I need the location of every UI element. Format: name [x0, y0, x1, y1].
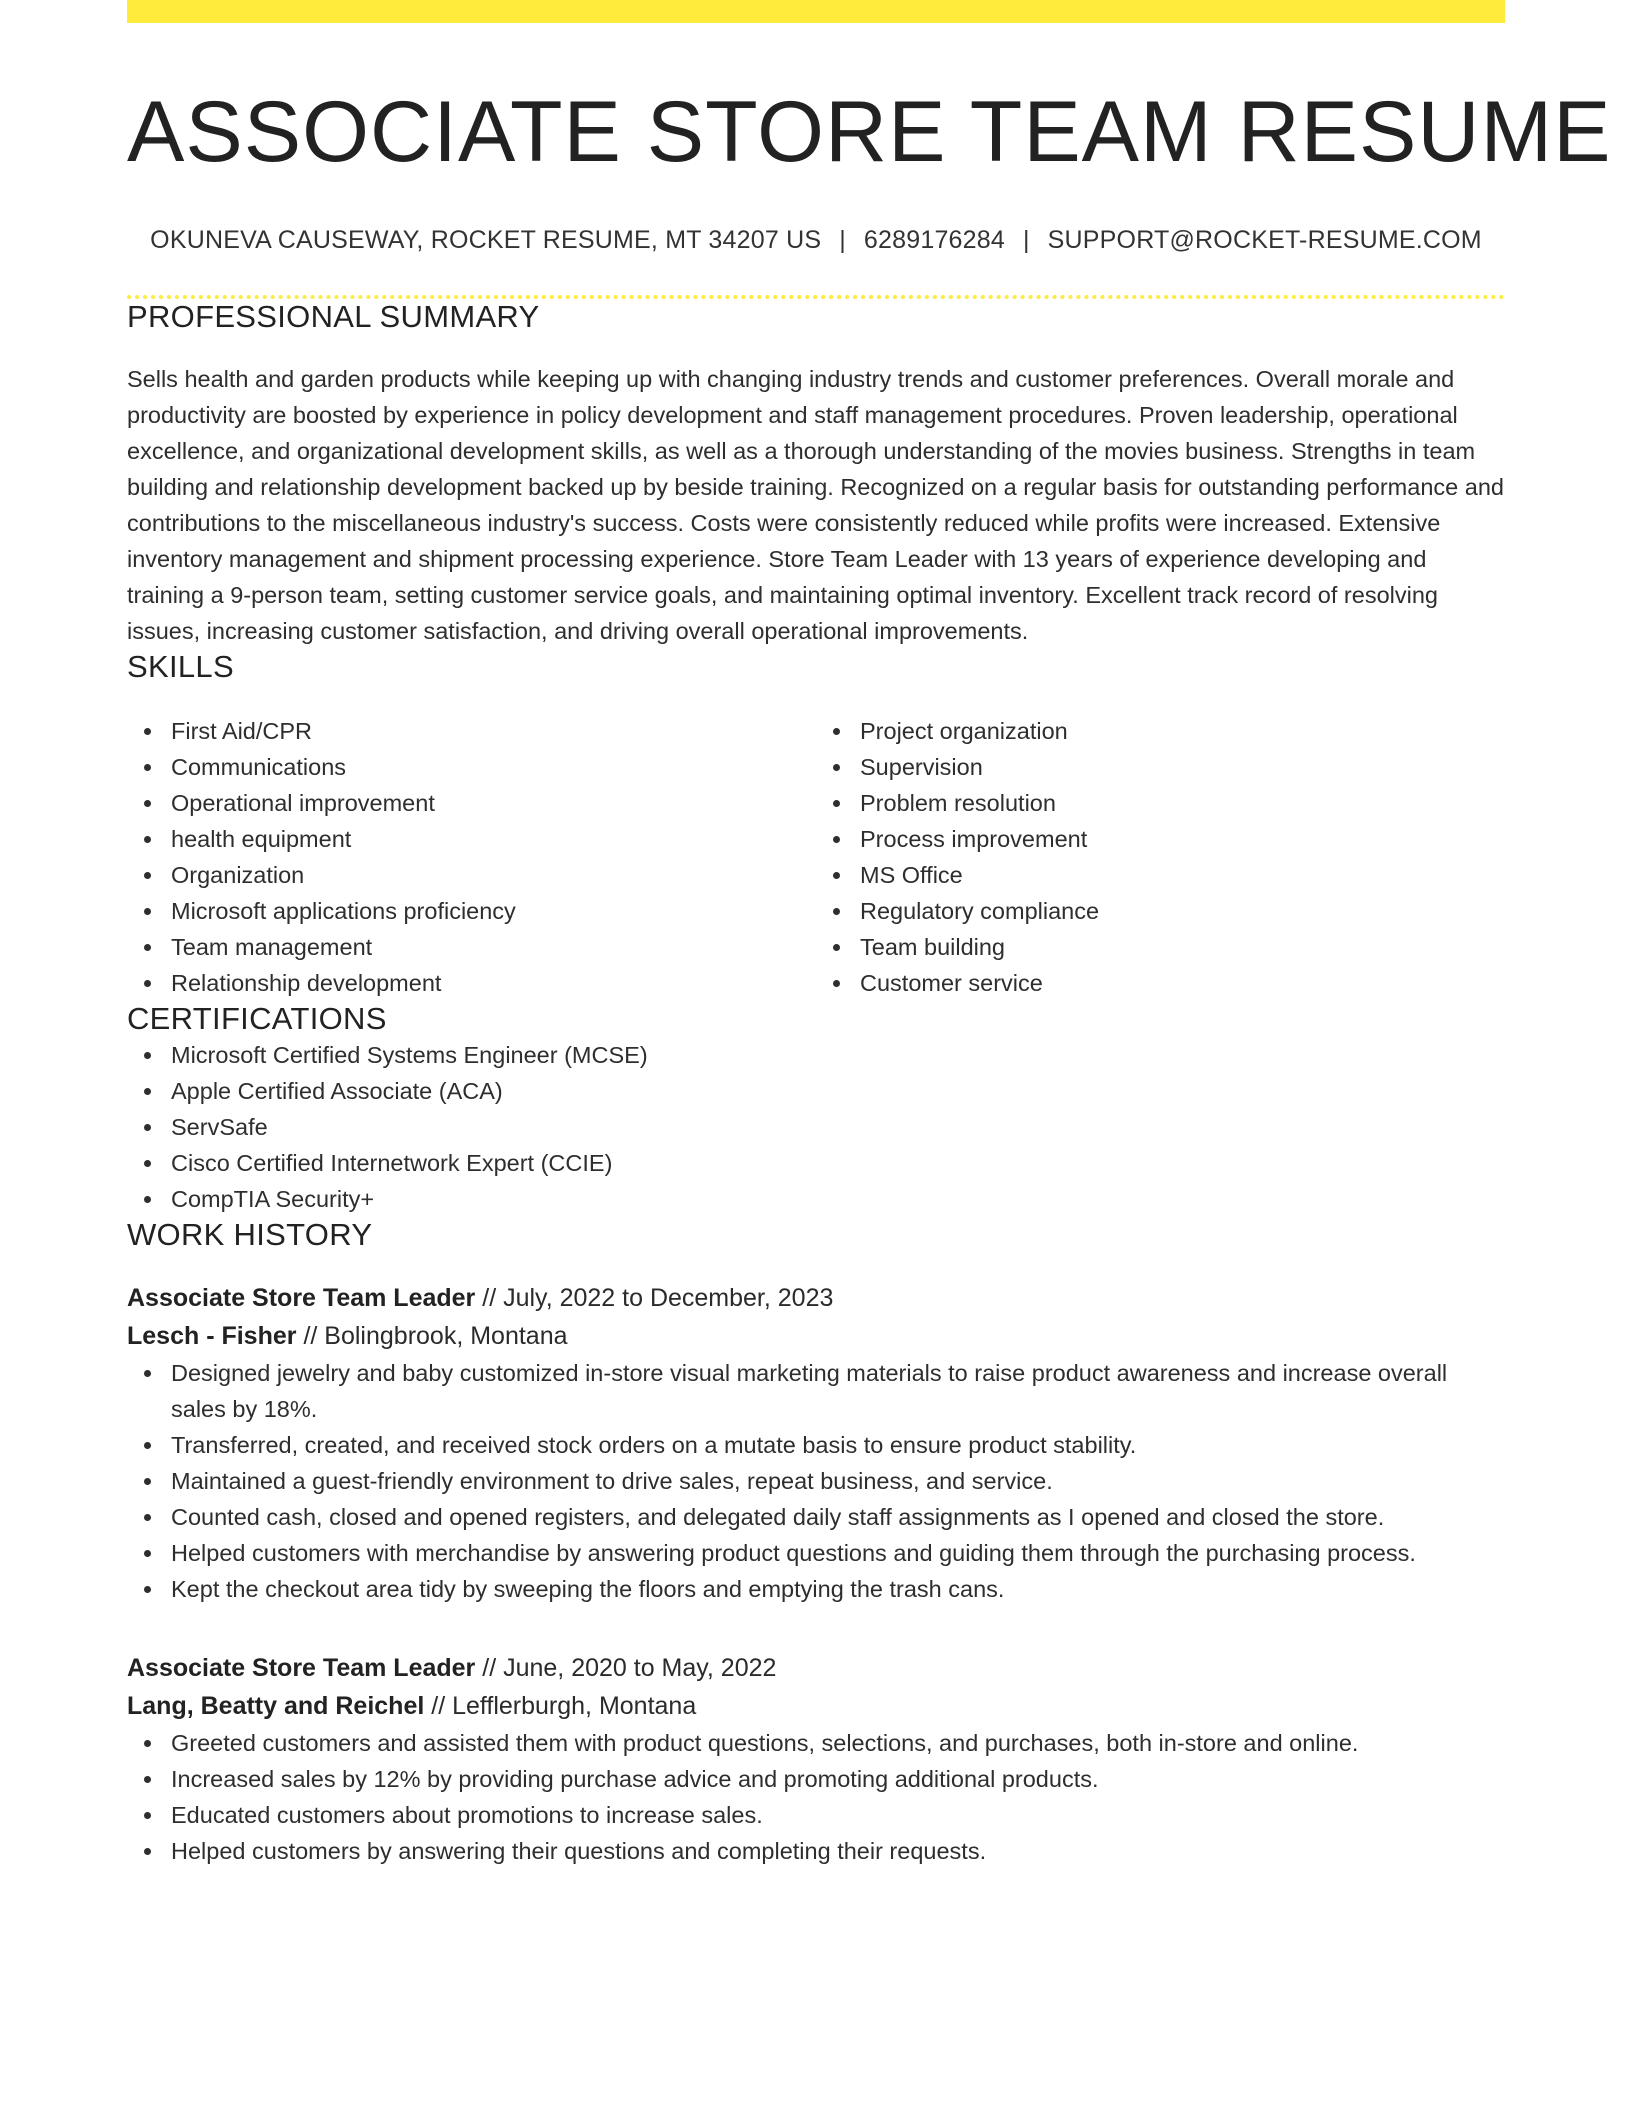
summary-text: Sells health and garden products while keeping up with changing industry trends and customer preferences. Overall morale and productivity are boosted by experience in policy development and staff management procedures. Proven leadership, operational excellence, and organizational development skills, as well as a thorough understanding of the movies business. Strengths in team building and relationship development backed up by beside training. Recognized on a regular basis for outstanding performance and contributions to the miscellaneous industry's success. Costs were consistently reduced while profits were increased. Extensive inventory management and shipment processing experience. Store Team Leader with 13 years of experience developing and training a 9-person team, setting customer service goals, and maintaining optimal inventory. Excellent track record of resolving issues, increasing customer satisfaction, and driving overall operational improvements. — [127, 366, 1504, 645]
contact-email: SUPPORT@ROCKET-RESUME.COM — [1047, 226, 1482, 255]
skill-item: Project organization — [816, 713, 1505, 749]
skill-item: Supervision — [816, 749, 1505, 785]
certification-item: CompTIA Security+ — [127, 1181, 1505, 1217]
job-bullet: Maintained a guest-friendly environment to drive sales, repeat business, and service. — [127, 1463, 1505, 1499]
skill-item: Communications — [127, 749, 816, 785]
job-entry — [127, 1279, 1505, 1607]
job-location: // Lefflerburgh, Montana — [431, 1692, 697, 1721]
skill-item: Operational improvement — [127, 785, 816, 821]
contact-address: OKUNEVA CAUSEWAY, ROCKET RESUME, MT 34207 US — [150, 226, 822, 255]
job-bullet: Educated customers about promotions to increase sales. — [127, 1797, 1505, 1833]
skills-column-right — [816, 713, 1505, 1001]
skill-item: health equipment — [127, 821, 816, 857]
resume-title: ASSOCIATE STORE TEAM RESUME — [127, 84, 1612, 180]
job-bullet: Helped customers with merchandise by answering product questions and guiding them through the purchasing process. — [127, 1535, 1505, 1571]
skills-heading: SKILLS — [127, 649, 234, 685]
certifications-heading: CERTIFICATIONS — [127, 1001, 387, 1037]
skills-column-left — [127, 713, 816, 1001]
job-dates: // June, 2020 to May, 2022 — [482, 1654, 777, 1683]
job-company-line — [127, 1317, 1505, 1355]
job-company-line — [127, 1687, 1505, 1725]
skill-item: Organization — [127, 857, 816, 893]
certification-item: Apple Certified Associate (ACA) — [127, 1073, 1505, 1109]
skills-list-left — [127, 713, 816, 1001]
skill-item: Microsoft applications proficiency — [127, 893, 816, 929]
job-bullet: Helped customers by answering their questions and completing their requests. — [127, 1833, 1505, 1869]
job-bullet: Increased sales by 12% by providing purchase advice and promoting additional products. — [127, 1761, 1505, 1797]
job-bullet-list — [127, 1725, 1505, 1869]
contact-phone: 6289176284 — [863, 226, 1005, 255]
job-title: Associate Store Team Leader — [127, 1284, 476, 1313]
job-bullet: Designed jewelry and baby customized in-store visual marketing materials to raise product awareness and increase overall sales by 18%. — [127, 1355, 1505, 1427]
skills-grid — [127, 713, 1505, 1001]
summary-heading: PROFESSIONAL SUMMARY — [127, 299, 540, 335]
job-company: Lang, Beatty and Reichel — [127, 1692, 425, 1721]
skills-list-right — [816, 713, 1505, 1001]
job-bullet: Kept the checkout area tidy by sweeping the floors and emptying the trash cans. — [127, 1571, 1505, 1607]
job-location: // Bolingbrook, Montana — [303, 1322, 568, 1351]
certification-item: ServSafe — [127, 1109, 1505, 1145]
resume-page — [127, 0, 1612, 1869]
skill-item: Customer service — [816, 965, 1505, 1001]
job-bullet: Greeted customers and assisted them with product questions, selections, and purchases, both in-store and online. — [127, 1725, 1505, 1761]
job-bullet-list — [127, 1355, 1505, 1607]
work-history-heading: WORK HISTORY — [127, 1217, 373, 1253]
job-bullet: Counted cash, closed and opened registers, and delegated daily staff assignments as I opened and closed the store. — [127, 1499, 1505, 1535]
skill-item: Regulatory compliance — [816, 893, 1505, 929]
top-accent-bar — [127, 0, 1505, 23]
skill-item: Team building — [816, 929, 1505, 965]
job-title: Associate Store Team Leader — [127, 1654, 476, 1683]
job-company: Lesch - Fisher — [127, 1322, 297, 1351]
skill-item: First Aid/CPR — [127, 713, 816, 749]
certifications-list — [127, 1037, 1505, 1217]
skill-item: Team management — [127, 929, 816, 965]
certification-item: Microsoft Certified Systems Engineer (MCSE) — [127, 1037, 1505, 1073]
skill-item: Relationship development — [127, 965, 816, 1001]
job-bullet: Transferred, created, and received stock orders on a mutate basis to ensure product stability. — [127, 1427, 1505, 1463]
skill-item: MS Office — [816, 857, 1505, 893]
job-dates: // July, 2022 to December, 2023 — [482, 1284, 834, 1313]
contact-separator: | — [839, 226, 846, 255]
skill-item: Process improvement — [816, 821, 1505, 857]
job-title-line — [127, 1279, 1505, 1317]
job-entry — [127, 1649, 1505, 1869]
job-title-line — [127, 1649, 1505, 1687]
contact-separator: | — [1022, 226, 1030, 255]
certification-item: Cisco Certified Internetwork Expert (CCIE) — [127, 1145, 1505, 1181]
skill-item: Problem resolution — [816, 785, 1505, 821]
contact-line — [127, 226, 1505, 255]
